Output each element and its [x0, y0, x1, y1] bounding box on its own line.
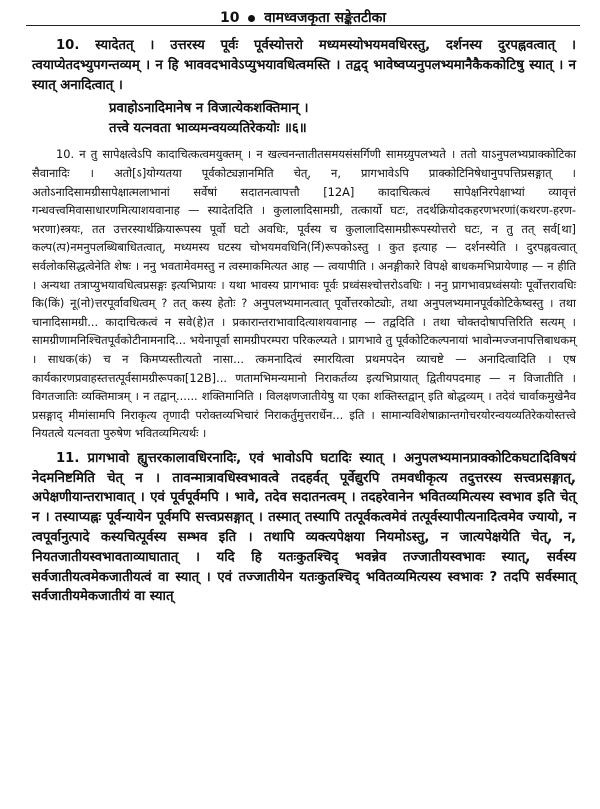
- page-number: 10: [219, 10, 240, 26]
- paragraph-text: प्रागभावो ह्युत्तरकालावधिरनादिः, एवं भावोऽपि घटादिः स्यात् । अनुपलभ्यमानप्राक्कोटिकघटादिविषयं नेदमनिष्टमिति चेत् न । तावन्मात्रावधिस्वभावत्वे तदहर्वत् पूर्वेद्युरपि तमवधीकृत्य तदुत्तरस्य सत्त्वप्रसङ्गात्, अपेक्षणीयान्तराभावात् । एवं पूर्वपूर्वमपि । भावे, तदेव सदातनत्वम् । तदहरेवानेन भवितव्यमित्यस्य स्वभाव इति चेत् न । तस्याप्यह्नः पूर्वन्यायेन पूर्वमपि सत्त्वप्रसङ्गात् । तस्मात् तस्यापि तत्पूर्वकत्वमेवं तत्पूर्वस्यापीत्यनादित्वमेव ज्यायो, न त्वपूर्वानुत्पादे कस्यचित्पूर्वस्य सम्भव इति । तथापि व्यक्त्यपेक्षया नियमोऽस्तु, न जात्यपेक्षयेति चेत्, न, नियतजातीयस्वभावताव्याघातात् । यदि हि यतःकुतश्चिद् भवन्नेव तज्जातीयस्वभावः स्यात्, सर्वस्य सर्वजातीयत्वमेकजातीयत्वं वा स्यात् । एवं तज्जातीयेन यतःकुतश्चिद् भवितव्यमित्यस्य स्वभावः ? तदपि सर्वस्मात् सर्वजातीयमेकजातीयं वा स्यात्: [32, 450, 576, 605]
- verse-line-1: प्रवाहोऽनादिमानेष न विजात्येकशक्तिमान् ।: [109, 101, 309, 117]
- paragraph-number: 10.: [56, 38, 80, 53]
- paragraph-10-root-text: [32, 36, 576, 95]
- verse-karika-6: [32, 99, 576, 139]
- bullet-separator: [248, 15, 255, 22]
- paragraph-text: स्यादेतत् । उत्तरस्य पूर्वः पूर्वस्योत्तरो मध्यमस्योभयमवधिरस्तु, दर्शनस्य दुरपह्नवत्वात् । त्वयाप्येतदभ्युपगन्तव्यम् । न हि भाववदभावेऽप्युभयावधित्वमस्ति । तद्वद् भावेष्वप्यनुपलभ्यमानैकैककोटिषु स्यात् । न स्यात् अनादित्वात् ।: [32, 38, 576, 93]
- page-title: वामध्वजकृता सङ्केतटीका: [264, 10, 387, 26]
- verse-line-2: तत्त्वे यत्नवता भाव्यमन्वयव्यतिरेकयोः ॥६॥: [109, 121, 307, 137]
- running-header: [26, 0, 580, 26]
- paragraph-10-commentary: [32, 145, 576, 443]
- paragraph-11-root-text: [32, 449, 576, 607]
- paragraph-number: 10.: [56, 147, 75, 162]
- paragraph-number: 11.: [56, 450, 80, 466]
- paragraph-text: न तु सापेक्षत्वेऽपि कादाचित्कत्वमयुक्तम् । न खल्वनन्तातीतसमयसंसर्गिणी सामग्र्युपलभ्यते । ततो याऽनुपलभ्यप्राक्कोटिका सैवानादिः । अतो[ऽ]योग्यतया पूर्वकोट्यज्ञानमिति चेत्, न, प्रागभावेऽपि प्राक्कोटिनिषेधानुपपत्तिप्रसङ्गात् । अतोऽनादिसामग्रीसापेक्षात्मलाभानां सर्वेषां सदातनत्वापत्तौ [12A] कादाचित्कत्वं सापेक्षनिरपेक्षाभ्यां व्यावृत्तं गन्धवत्त्वमिवासाधारणमित्याशयवानाह — स्यादेतदिति । कुलालादिसामग्री, तत्कार्यो घटः, तदर्थक्रियोदकहरणभरणां(कथरण-हरण-भरणा)स्त्रयः, तत उत्तरस्यार्थक्रियारूपस्य पूर्वो घटो अवधिः, पूर्वस्य च कुलालादिसामग्रीरूपस्योत्तरो घटः, न तु तत् सर्व[था] कल्प(त्प)नमनुपलब्धिबाधितत्वात्, मध्यमस्य घटस्य चोभयमवधिनि(र्नि)रूपकोऽस्तु । कुत इत्याह — दर्शनस्येति । दुरपह्नवत्वात् सर्वलोकसिद्धत्वेनेति शेषः । ननु भवतामेवमस्तु न त्वस्माकमित्यत आह — त्वयापीति । अनङ्गीकारे विपक्षे बाधकमभिप्रायेणाह — न हीति । अन्यथा तत्राप्युभयावधित्वप्रसङ्गः इत्यभिप्रायः । यथा भावस्य प्रागभावः पूर्वः प्रध्वंसश्चोत्तरोऽवधिः । ननु प्रागभावप्रध्वंसयोः पूर्वोत्तरावधिः कि(किं) नू(नो)त्तरपूर्वावधित्वम् ? तत् कस्य हेतोः ? अनुपलभ्यमानत्वात् पूर्वोत्तरकोट्योः, तथा अनुपलभ्यमानपूर्वकोटिकेष्वस्तु । तथा चानादिसामग्री... कादाचित्कत्वं न सवे(हे)त । प्रकारान्तराभावादित्याशयवानाह — तद्वदिति । तथा चोक्तदोषापत्तिरिति सत्यम् । सामग्रीणामनिश्चितपूर्वकोटीनामनादि... भयेनापूर्वा सामग्रीपरम्परा परिकल्प्यते । प्रागभावे तु पूर्वकोटिकल्पनायां भावोन्मज्जनापत्तिबाधकम् । साधक(कं) च न किमप्यस्तीत्यतो नासा... त्कमनादित्वं स्मारयित्वा प्रथमपदेन व्याचष्टे — अनादित्वादिति । एष कार्यकारणप्रवाहस्तत्तत्पूर्वसामग्रीरूपका[12B]... णतामभिमन्यमानो निराकर्तव्य इत्यभिप्रायात् द्वितीयपदमाह — न विजातीति । विगतजातिः व्यक्तिमात्रम् । न तद्वान्...... शक्तिमानिति । विलक्षणजातीयेषु या एका शक्तिस्तद्वान् इति बोद्धव्यम् । तदेवं चार्वाकमुखेनैव प्रसङ्गाद् मीमांसामपि निराकृत्य तृणादी परोक्तव्यभिचारं निराकर्तुमुत्तरार्धेन... इति । सामान्यविशेषाक्रान्तगोचरयोरन्वयव्यतिरेकयोस्तत्त्वे नियतत्वे यत्नवता पुरुषेण भवितव्यमित्यर्थः ।: [32, 147, 577, 441]
